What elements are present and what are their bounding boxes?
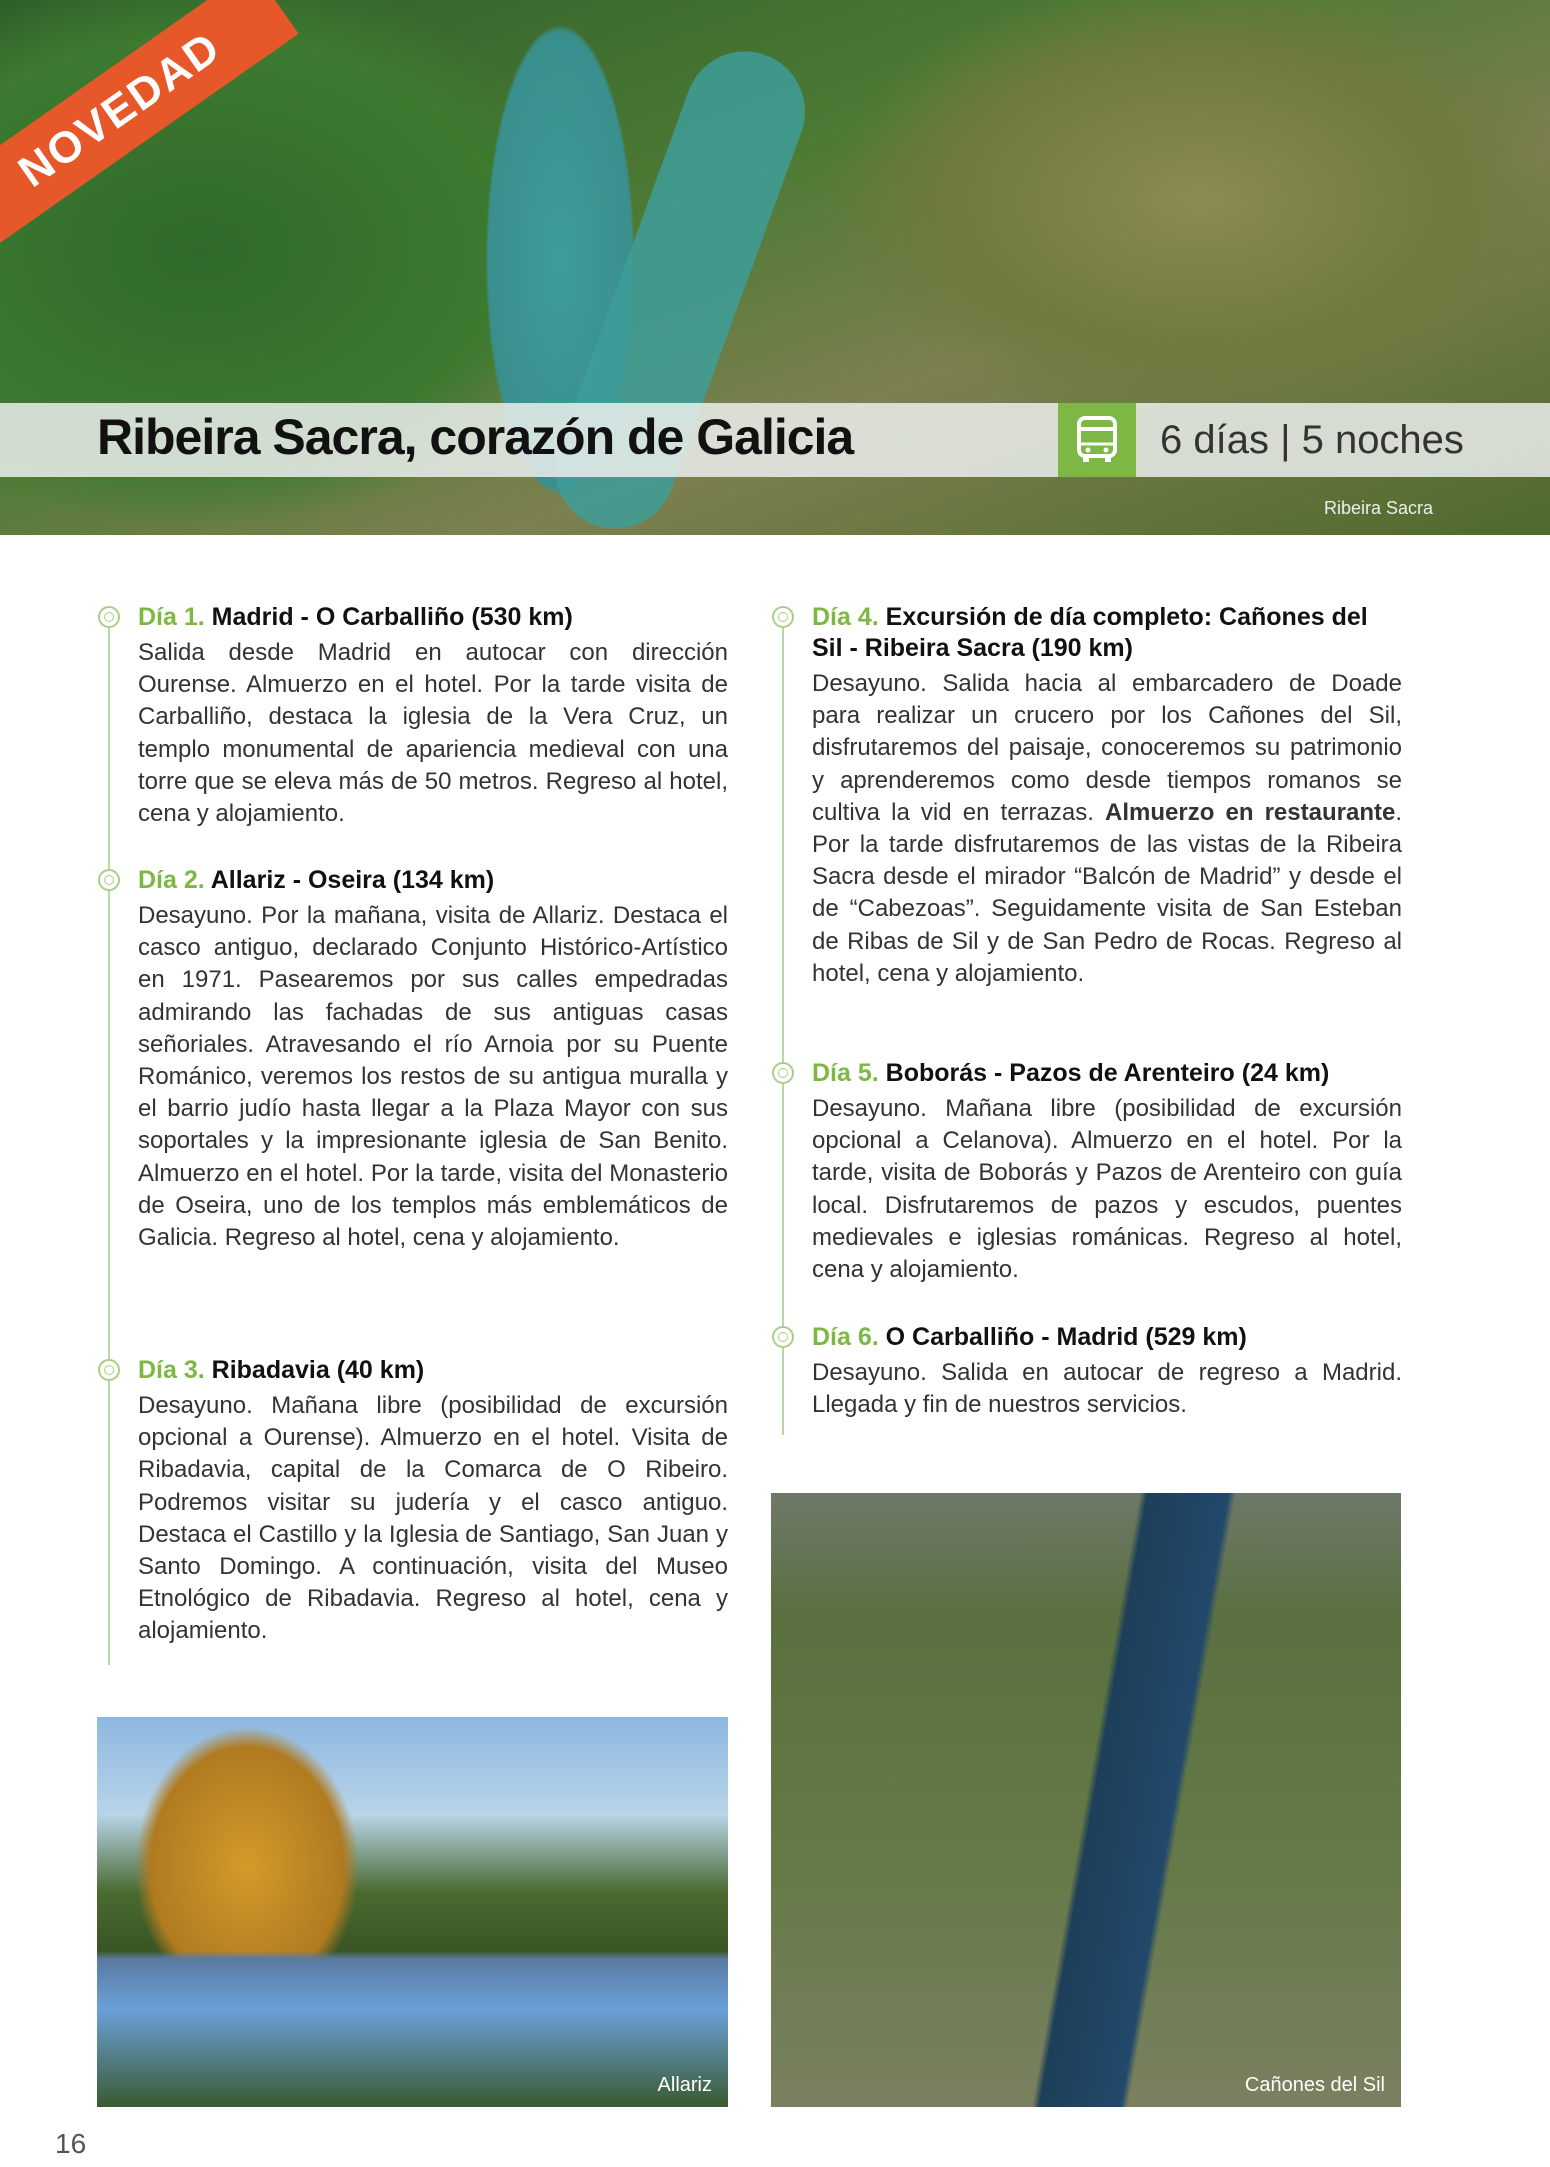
allariz-photo — [97, 1717, 728, 2107]
day-3 — [138, 1355, 728, 1648]
day-text: Desayuno. Mañana libre (posibilidad de excursión opcional a Ourense). Almuerzo en el hotel. Visita de Ribadavia, capital de la Comarca de O Ribeiro. Podremos visitar su judería y el casco antiguo. Destaca el Castillo y la Iglesia de Santiago, San Juan y Santo Domingo. A continuación, visita del Museo Etnológico de Ribadavia. Regreso al hotel, cena y alojamiento. — [138, 1392, 728, 1645]
timeline-right — [782, 620, 784, 1435]
hero-caption: Ribeira Sacra — [1324, 498, 1434, 518]
trip-duration: 6 días | 5 noches — [1160, 418, 1464, 462]
timeline-left — [108, 620, 110, 1665]
day-text: Desayuno. Salida en autocar de regreso a Madrid. Llegada y fin de nuestros servicios. — [812, 1359, 1402, 1419]
day-5 — [812, 1058, 1402, 1286]
photo-caption: Allariz — [657, 2074, 712, 2096]
day-text: Salida desde Madrid en autocar con dirección Ourense. Almuerzo en el hotel. Por la tarde visita de Carballiño, destaca la iglesia de la Vera Cruz, un templo monumental de apariencia medieval con una torre que se eleva más de 50 metros. Regreso al hotel, cena y alojamiento. — [138, 639, 728, 828]
day-heading: Día 6. O Carballiño - Madrid (529 km) — [812, 1323, 1247, 1351]
page-number: 16 — [55, 2128, 87, 2159]
day-heading: Día 4. Excursión de día completo: Cañones del Sil - Ribeira Sacra (190 km) — [812, 603, 1368, 662]
day-marker-icon — [772, 1326, 794, 1348]
novedad-badge — [0, 0, 299, 252]
canones-del-sil-photo — [771, 1493, 1401, 2107]
day-heading: Día 3. Ribadavia (40 km) — [138, 1356, 425, 1384]
day-2 — [138, 865, 728, 1254]
day-marker-icon — [98, 1359, 120, 1381]
day-text: Desayuno. Salida hacia al embarcadero de Doade para realizar un crucero por los Cañones del Sil, disfrutaremos del paisaje, conoceremos su patrimonio y aprenderemos como desde tiempos romanos se cultiva la vid en terrazas. Almuerzo en restaurante. Por la tarde disfrutaremos de las vistas de la Ribeira Sacra desde el mirador “Balcón de Madrid” y desde el de “Cabezoas”. Seguidamente visita de San Esteban de Ribas de Sil y de San Pedro de Rocas. Regreso al hotel, cena y alojamiento. — [812, 670, 1402, 987]
badge-label: NOVEDAD — [9, 22, 230, 197]
day-heading: Día 2. Allariz - Oseira (134 km) — [138, 866, 495, 894]
day-6 — [812, 1322, 1402, 1421]
day-heading: Día 1. Madrid - O Carballiño (530 km) — [138, 603, 573, 631]
day-marker-icon — [772, 1062, 794, 1084]
day-marker-icon — [772, 606, 794, 628]
day-heading: Día 5. Boborás - Pazos de Arenteiro (24 km) — [812, 1059, 1330, 1087]
bus-icon — [1058, 403, 1136, 477]
page-title: Ribeira Sacra, corazón de Galicia — [97, 409, 854, 465]
day-1 — [138, 602, 728, 830]
day-marker-icon — [98, 869, 120, 891]
day-text: Desayuno. Por la mañana, visita de Allariz. Destaca el casco antiguo, declarado Conjunto Histórico-Artístico en 1971. Pasearemos por sus calles empedradas admirando las fachadas de sus antiguas casas señoriales. Atravesando el río Arnoia por su Puente Románico, veremos los restos de su antigua muralla y el barrio judío hasta llegar a la Plaza Mayor con sus soportales y la impresionante iglesia de San Benito. Almuerzo en el hotel. Por la tarde, visita del Monasterio de Oseira, uno de los templos más emblemáticos de Galicia. Regreso al hotel, cena y alojamiento. — [138, 902, 728, 1252]
photo-caption: Cañones del Sil — [1244, 2074, 1385, 2096]
day-text: Desayuno. Mañana libre (posibilidad de excursión opcional a Celanova). Almuerzo en el hotel. Por la tarde, visita de Boborás y Pazos de Arenteiro con guía local. Disfrutaremos de pazos y escudos, puentes medievales e iglesias románicas. Regreso al hotel, cena y alojamiento. — [812, 1095, 1402, 1284]
day-4 — [812, 602, 1402, 990]
day-marker-icon — [98, 606, 120, 628]
hero-image — [0, 0, 1550, 535]
